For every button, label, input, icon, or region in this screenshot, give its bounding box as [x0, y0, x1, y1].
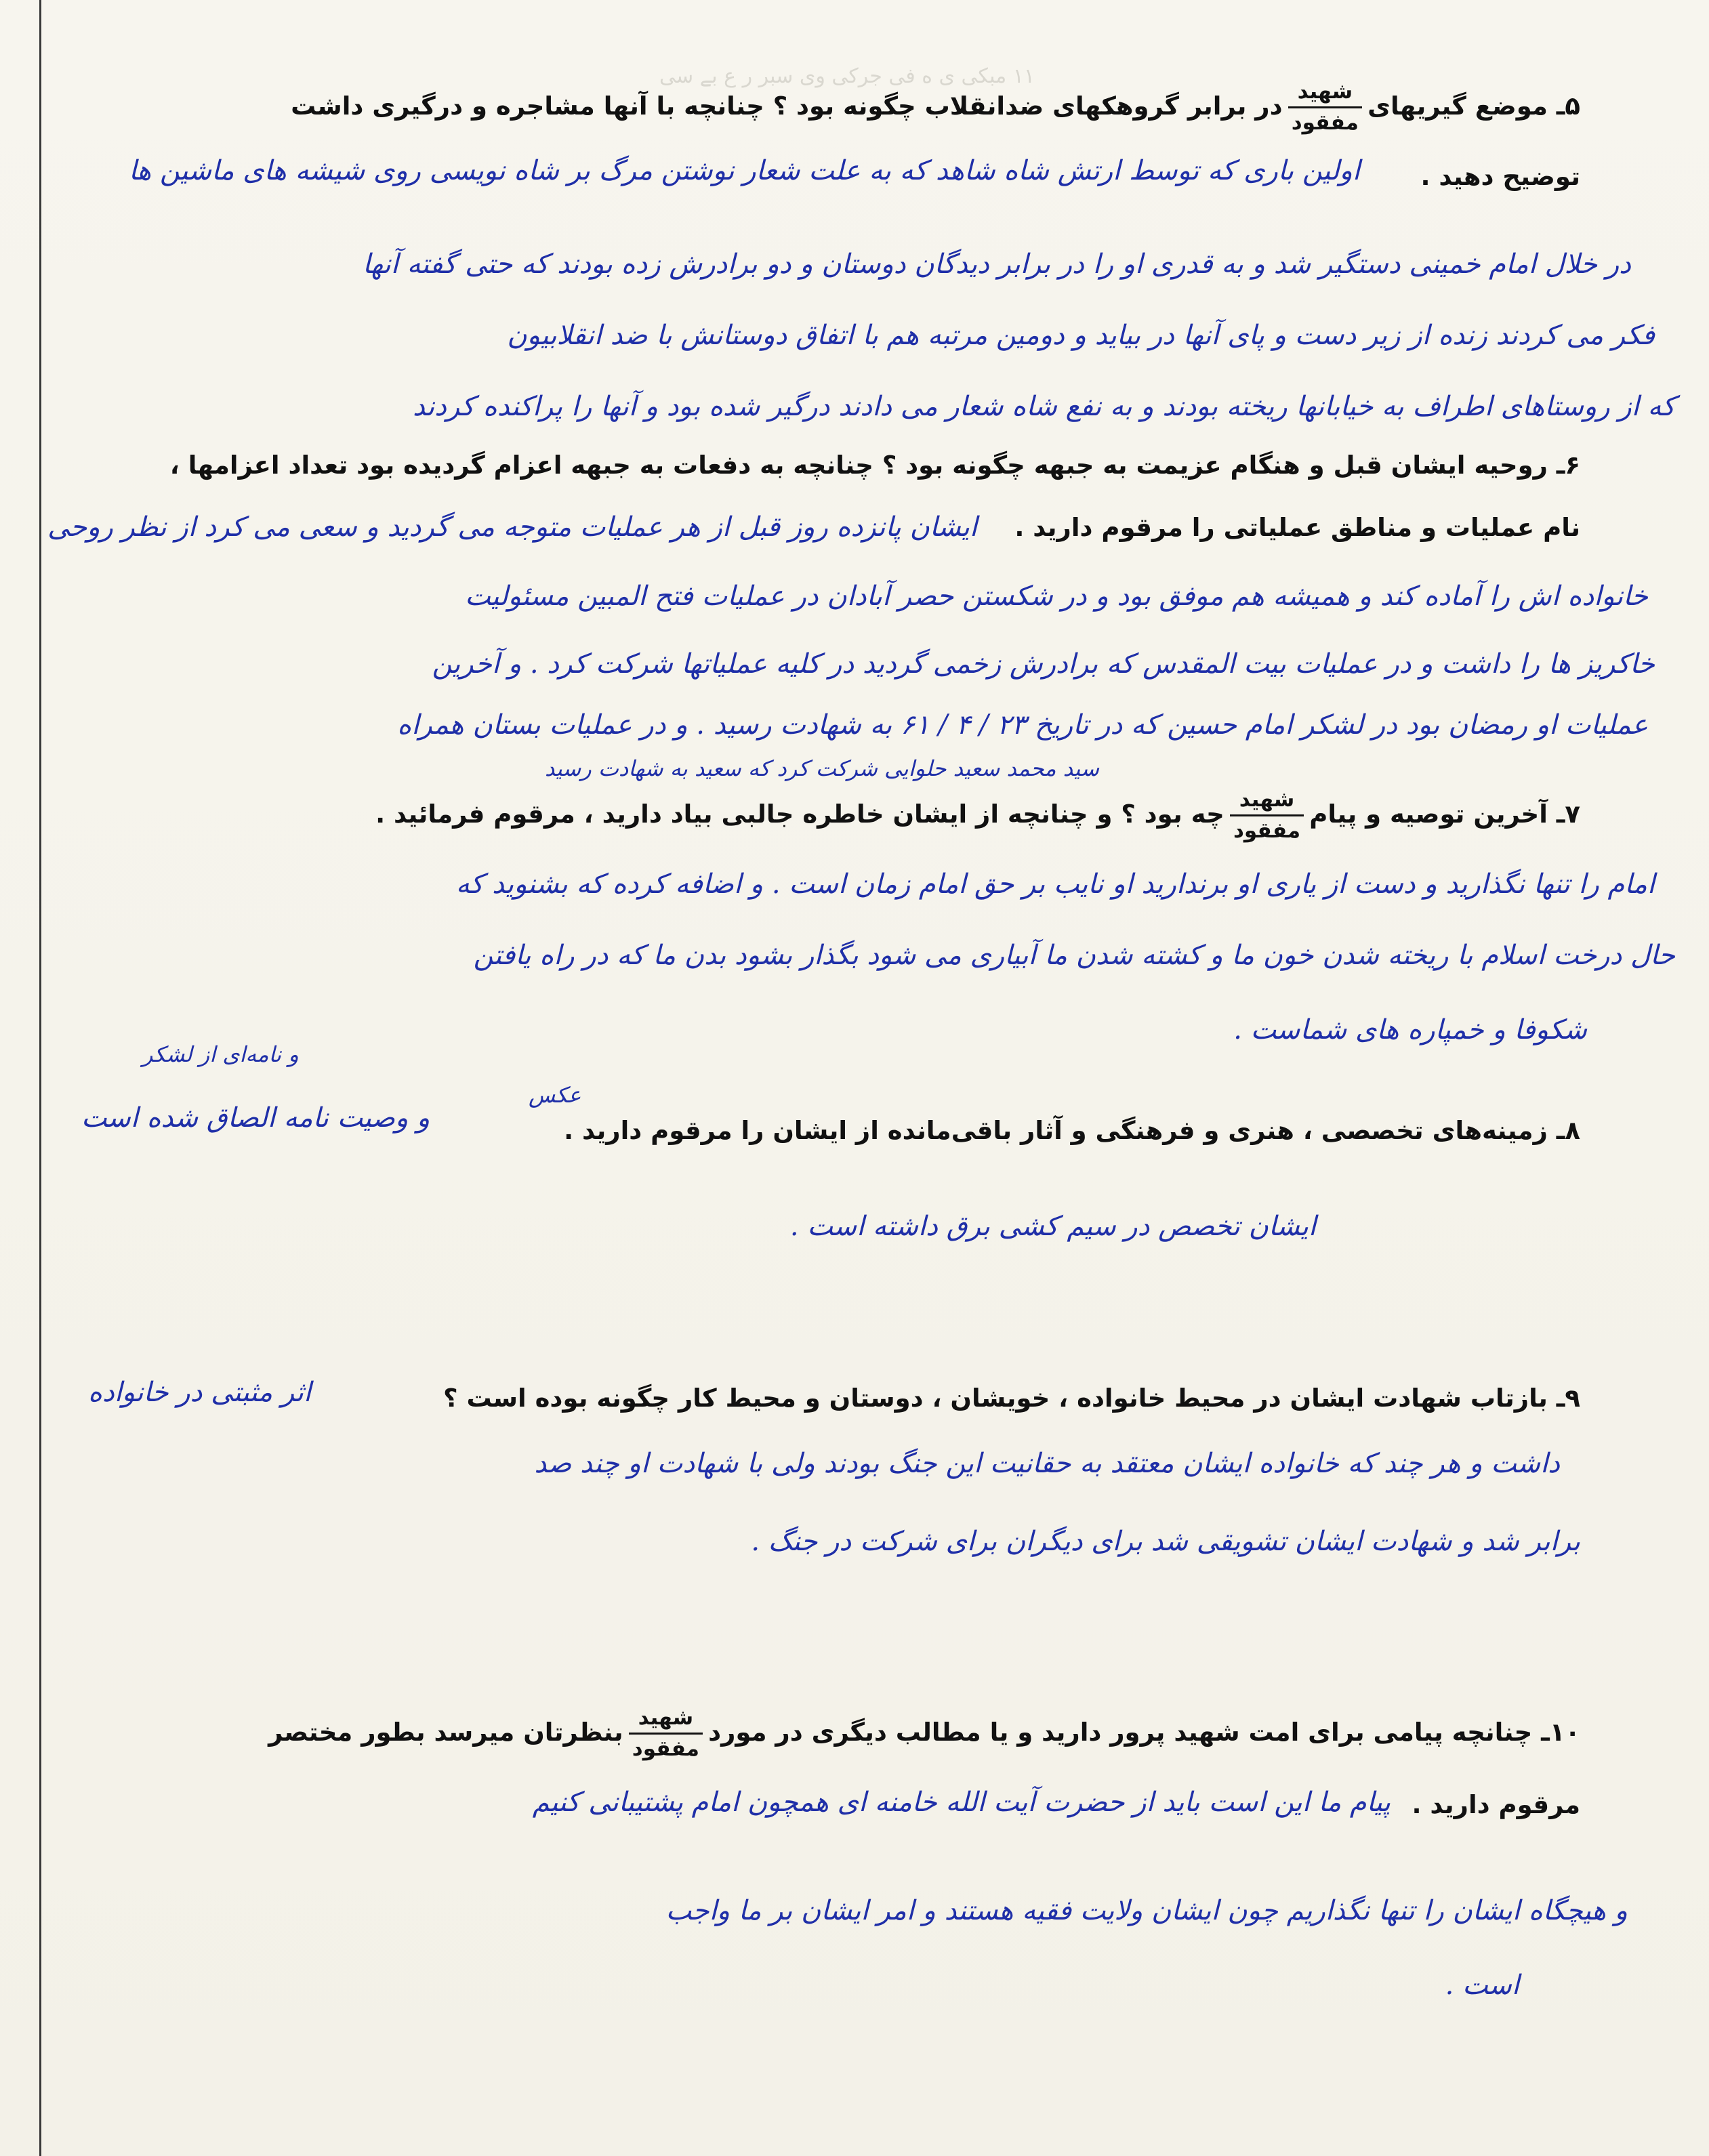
answer-7-line-3: شکوفا و خمپاره های شماست .	[1233, 1014, 1587, 1045]
answer-10-line-1: پیام ما این است باید از حضرت آیت الله خامنه ای همچون امام پشتیبانی کنیم	[532, 1787, 1391, 1818]
question-7-line-1: ۷ـ آخرین توصیه و پیام $\frac{\text{شهید}}{\text{مفقود}}$ چه بود ؟ و چنانچه از ایشان خاطره جالبی بیاد دارید ، مرقوم فرمائید .	[375, 787, 1580, 843]
question-8-line-1: ۸ـ زمینه‌های تخصصی ، هنری و فرهنگی و آثار باقی‌مانده از ایشان را مرقوم دارید .	[564, 1116, 1580, 1145]
answer-5-line-3: فکر می کردند زنده از زیر دست و پای آنها در بیاید و دومین مرتبه هم با اتفاق دوستانش با ضد انقلابیون	[507, 320, 1655, 351]
bleed-through-text: ۱۱ مبکی ی ه فی جرکی وی سبر ر ع بے سی	[659, 64, 1035, 88]
answer-5-line-2: در خلال امام خمینی دستگیر شد و به قدری او را در برابر دیدگان دوستان و دو برادرش زده بودند که حتی گفته آنها	[363, 249, 1631, 280]
answer-6-line-4: عملیات او رمضان بود در لشکر امام حسین که در تاریخ ۲۳ / ۴ / ۶۱ به شهادت رسید . و در عملیات بستان همراه	[397, 709, 1648, 741]
answer-6-line-1: ایشان پانزده روز قبل از هر عملیات متوجه می گردید و سعی می کرد از نظر روحی	[47, 512, 977, 543]
answer-8-note-top: و نامه‌ای از لشکر	[142, 1041, 299, 1067]
martyr-missing-fraction: $\frac{\text{شهید}}{\text{مفقود}}$	[629, 1707, 703, 1760]
answer-5-line-4: که از روستاهای اطراف به خیابانها ریخته بودند و به نفع شاه شعار می دادند درگیر شده بود و آنها را پراکنده کردند	[412, 391, 1675, 422]
answer-7-line-2: حال درخت اسلام با ریخته شدن خون ما و کشته شدن ما آبیاری می شود بگذار بشود بدن ما که در راه یافتن	[473, 940, 1675, 971]
question-5-line-1: ۵ـ موضع گیریهای $\frac{\text{شهید}}{\text{مفقود}}$ در برابر گروهکهای ضدانقلاب چگونه بود ؟ چنانچه با آنها مشاجره و درگیری داشت	[291, 79, 1580, 135]
answer-8-note-photo: عکس	[529, 1082, 581, 1108]
question-10-line-2: مرقوم دارید .	[1412, 1790, 1580, 1819]
question-9-line-1: ۹ـ بازتاب شهادت ایشان در محیط خانواده ، خویشان ، دوستان و محیط کار چگونه بوده است ؟	[443, 1384, 1580, 1413]
answer-10-line-2: و هیچگاه ایشان را تنها نگذاریم چون ایشان ولایت فقیه هستند و امر ایشان بر ما واجب	[665, 1895, 1628, 1926]
answer-6-line-5: سید محمد سعید حلوایی شرکت کرد که سعید به شهادت رسید	[545, 755, 1099, 781]
answer-6-line-3: خاکریز ها را داشت و در عملیات بیت المقدس که برادرش زخمی گردید در کلیه عملیاتها شرکت کرد . و آخرین	[432, 648, 1655, 680]
answer-10-line-3: است .	[1445, 1970, 1519, 2001]
left-margin-line	[39, 0, 41, 2156]
answer-9-inline: اثر مثبتی در خانواده	[88, 1377, 312, 1408]
answer-9-line-1: داشت و هر چند که خانواده ایشان معتقد به حقانیت این جنگ بودند ولی با شهادت او چند صد	[534, 1448, 1560, 1479]
question-6-line-1: ۶ـ روحیه ایشان قبل و هنگام عزیمت به جبهه چگونه بود ؟ چنانچه به دفعات به جبهه اعزام گردیده بود تعداد اعزامها ،	[169, 451, 1580, 480]
question-6-line-2: نام عملیات و مناطق عملیاتی را مرقوم دارید .	[1014, 513, 1580, 542]
martyr-missing-fraction: $\frac{\text{شهید}}{\text{مفقود}}$	[1230, 789, 1304, 842]
answer-6-line-2: خانواده اش را آماده کند و همیشه هم موفق بود و در شکستن حصر آبادان در عملیات فتح المبین مسئولیت	[465, 581, 1648, 612]
martyr-missing-fraction: $\frac{\text{شهید}}{\text{مفقود}}$	[1288, 81, 1363, 133]
question-5-line-2: توضیح دهید .	[1420, 162, 1580, 191]
answer-5-line-1: اولین باری که توسط ارتش شاه شاهد که به علت شعار نوشتن مرگ بر شاه نویسی روی شیشه های ماشین ها	[128, 155, 1360, 186]
answer-8-inline-note: و وصیت نامه الصاق شده است	[81, 1102, 430, 1134]
question-10-line-1: ۱۰ـ چنانچه پیامی برای امت شهید پرور دارید و یا مطالب دیگری در مورد $\frac{\text{شهید}}{\text{مفقود}}$ بنظرتان میرسد بطور مختصر	[268, 1705, 1580, 1761]
answer-8-line-1: ایشان تخصص در سیم کشی برق داشته است .	[789, 1211, 1316, 1242]
answer-9-line-2: برابر شد و شهادت ایشان تشویقی شد برای دیگران برای شرکت در جنگ .	[751, 1526, 1580, 1557]
answer-7-line-1: امام را تنها نگذارید و دست از یاری او برندارید او نایب بر حق امام زمان است . و اضافه کرده که بشنوید که	[455, 869, 1655, 900]
